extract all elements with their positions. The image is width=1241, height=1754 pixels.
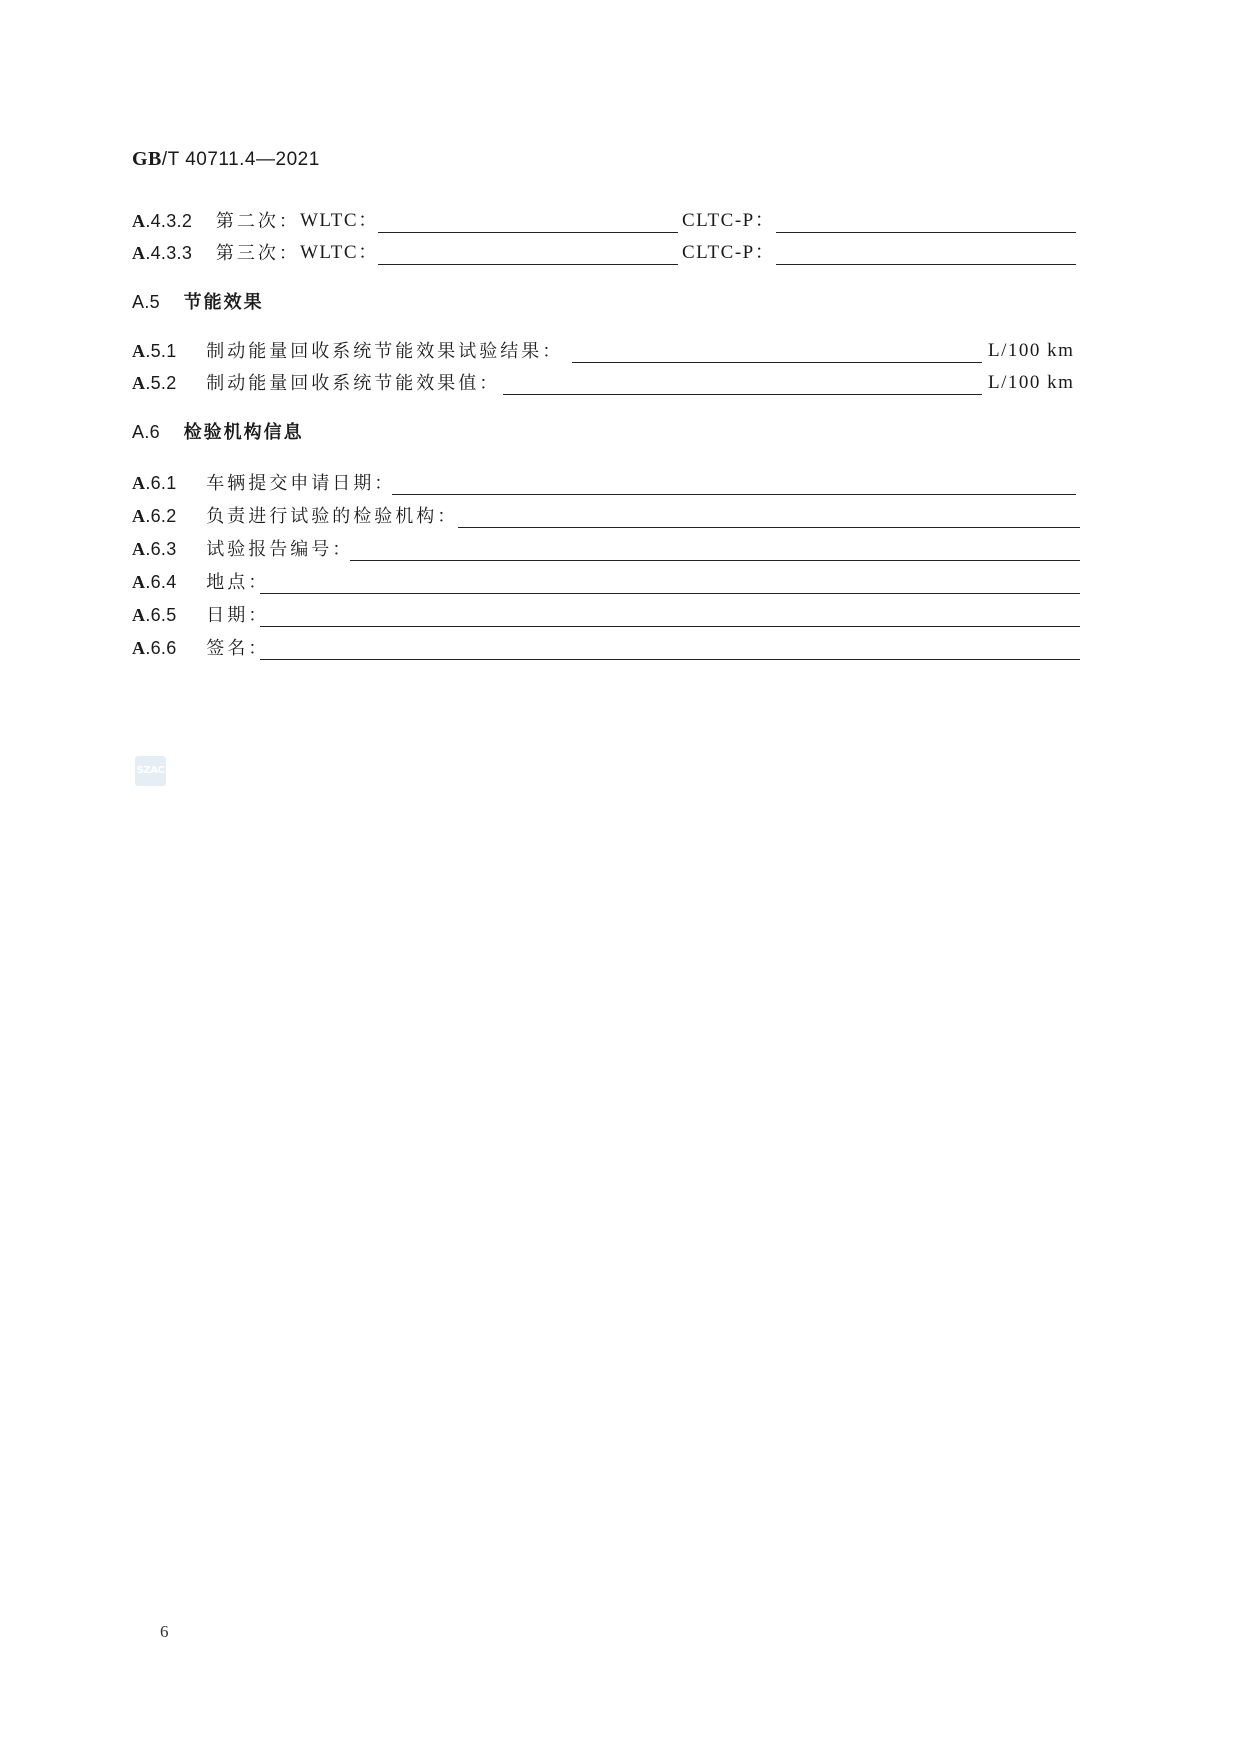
clause-number: A.6.5 [132, 605, 177, 625]
clause-label: 第二次： [215, 211, 300, 232]
section-number: A.5 [132, 292, 160, 312]
row-a-4-3-2 [132, 207, 300, 235]
signature-line[interactable] [260, 659, 1080, 660]
clause-label: 负责进行试验的检验机构： [206, 506, 459, 527]
cltc-blank-line[interactable] [776, 232, 1076, 233]
row-a-6-5 [132, 601, 269, 629]
szac-watermark-logo: SZAC [135, 756, 166, 786]
standard-code-rest: /T 40711.4—2021 [161, 149, 320, 170]
clause-number: A.4.3.3 [132, 243, 193, 263]
clause-label: 制动能量回收系统节能效果值： [206, 373, 501, 394]
row-a-6-4 [132, 568, 269, 596]
clause-number: A.6.2 [132, 506, 177, 526]
clause-label: 签名： [206, 638, 270, 659]
unit-label: L/100 km [988, 340, 1075, 361]
clause-label: 地点： [206, 572, 270, 593]
row-a-6-3 [132, 535, 353, 563]
row-a-6-6 [132, 634, 269, 662]
section-title: 检验机构信息 [183, 422, 304, 443]
clause-number: A.5.2 [132, 373, 177, 393]
section-title: 节能效果 [183, 292, 264, 313]
row-a-6-2 [132, 502, 458, 530]
clause-label: 第三次： [215, 243, 300, 264]
row-a-5-2 [132, 369, 500, 397]
wltc-label: WLTC： [300, 210, 379, 231]
row-a-5-1 [132, 337, 563, 365]
value-blank-line[interactable] [503, 394, 982, 395]
standard-code-prefix: GB [132, 148, 162, 170]
clause-label: 车辆提交申请日期： [206, 473, 396, 494]
institution-line[interactable] [458, 527, 1080, 528]
wltc-blank-line[interactable] [378, 264, 678, 265]
date-line[interactable] [260, 626, 1080, 627]
clause-number: A.6.1 [132, 473, 177, 493]
clause-number: A.4.3.2 [132, 211, 193, 231]
report-number-line[interactable] [350, 560, 1080, 561]
location-line[interactable] [260, 593, 1080, 594]
cltc-label: CLTC-P： [682, 210, 776, 231]
clause-number: A.6.3 [132, 539, 177, 559]
result-blank-line[interactable] [572, 362, 982, 363]
page-number: 6 [160, 1622, 169, 1641]
cltc-label: CLTC-P： [682, 242, 776, 263]
section-number: A.6 [132, 422, 160, 442]
wltc-blank-line[interactable] [378, 232, 678, 233]
clause-label: 制动能量回收系统节能效果试验结果： [206, 341, 564, 362]
clause-number: A.6.4 [132, 572, 177, 592]
unit-label: L/100 km [988, 372, 1075, 393]
submission-date-line[interactable] [392, 494, 1076, 495]
section-a5-heading [132, 288, 264, 316]
clause-number: A.5.1 [132, 341, 177, 361]
clause-label: 日期： [206, 605, 270, 626]
clause-number: A.6.6 [132, 638, 177, 658]
standard-code [132, 148, 320, 171]
row-a-6-1 [132, 469, 395, 497]
section-a6-heading [132, 418, 304, 446]
wltc-label: WLTC： [300, 242, 379, 263]
clause-label: 试验报告编号： [206, 539, 354, 560]
cltc-blank-line[interactable] [776, 264, 1076, 265]
row-a-4-3-3 [132, 239, 300, 267]
